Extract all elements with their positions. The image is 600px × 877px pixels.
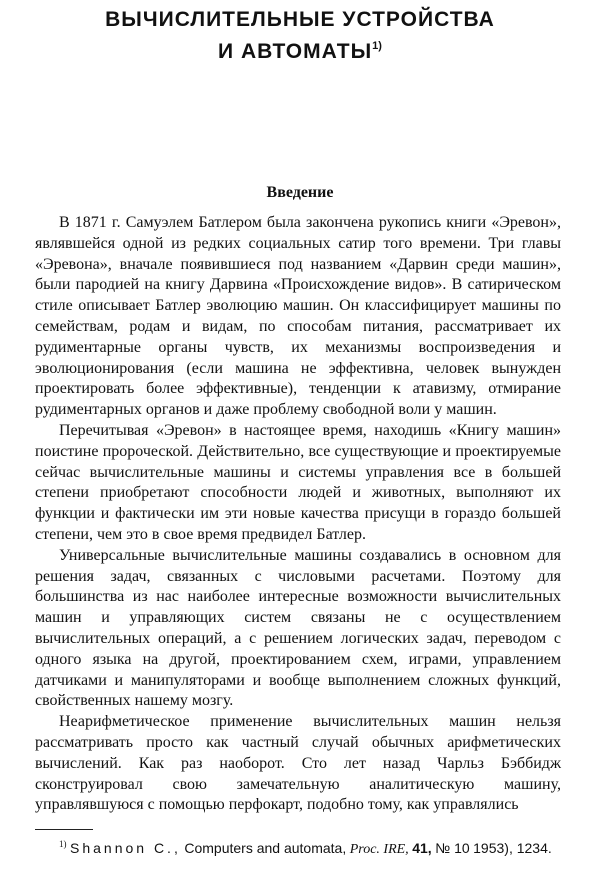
footnote-mark: 1) [59,839,67,849]
footnote-text: Computers and automata, [184,840,347,856]
title-footnote-mark: 1) [372,40,382,52]
footnote-issue: № 10 [435,840,470,856]
footnote [35,835,561,859]
article-body [35,213,561,816]
section-heading: Введение [266,184,334,201]
footnote-tail: 1953), 1234. [473,840,552,856]
title-line-2-text: И АВТОМАТЫ [218,40,373,63]
footnote-journal: Proc. IRE, [349,842,409,857]
footnote-author: Shannon C., [70,840,181,856]
paragraph-4: Неарифметическое применение вычислительных машин нельзя рассматривать просто как частный случай обычных арифметических вычислений. Как раз наоборот. Сто лет назад Чарльз Бэббидж сконструировал свою замечательную аналитическую машину, управлявшуюся с помощью перфокарт, подобно тому, как управлялись [35,713,561,814]
paragraph-3: Универсальные вычислительные машины создавались в основном для решения задач, связанных с числовыми расчетами. Поэтому для большинства из нас наиболее интересные возможности вычислительных машин и управляющих систем связаны не с осуществлением вычислительных операций, а с решением логических задач, переводом с одного языка на другой, проектированием схем, играми, управлением датчиками и манипуляторами и вообще выполнением сложных функций, свойственных нашему мозгу. [35,546,561,710]
footnote-separator [35,829,93,830]
paragraph-2: Перечитывая «Эревон» в настоящее время, находишь «Книгу машин» поистине пророческой. Действительно, все существующие и проектируемые сейчас вычислительные машины и системы управления все в большей степени приобретают способности людей и животных, выполняют их функции и фактически им эти новые качества присущи в гораздо большей степени, чем это в свое время предвидел Батлер. [35,421,561,543]
title-line-2 [0,33,600,65]
article-title [0,6,600,65]
paragraph-1: В 1871 г. Самуэлем Батлером была закончена рукопись книги «Эревон», являвшейся одной из редких социальных сатир того времени. Три главы «Эревона», вначале появившиеся под названием «Дарвин среди машин», были пародией на книгу Дарвина «Происхождение видов». В сатирическом стиле описывает Батлер эволюцию машин. Он классифицирует машины по семействам, родам и видам, по способам питания, рассматривает их рудиментарные органы чувств, их механизмы воспроизведения и эволюционирования (если машина не эффективна, человек вынужден проектировать более эффективные), тенденции к атавизму, отмирание рудиментарных органов и даже проблему свободной воли у машин. [35,214,561,419]
title-line-1: ВЫЧИСЛИТЕЛЬНЫЕ УСТРОЙСТВА [105,8,495,31]
footnote-volume: 41, [412,840,432,856]
